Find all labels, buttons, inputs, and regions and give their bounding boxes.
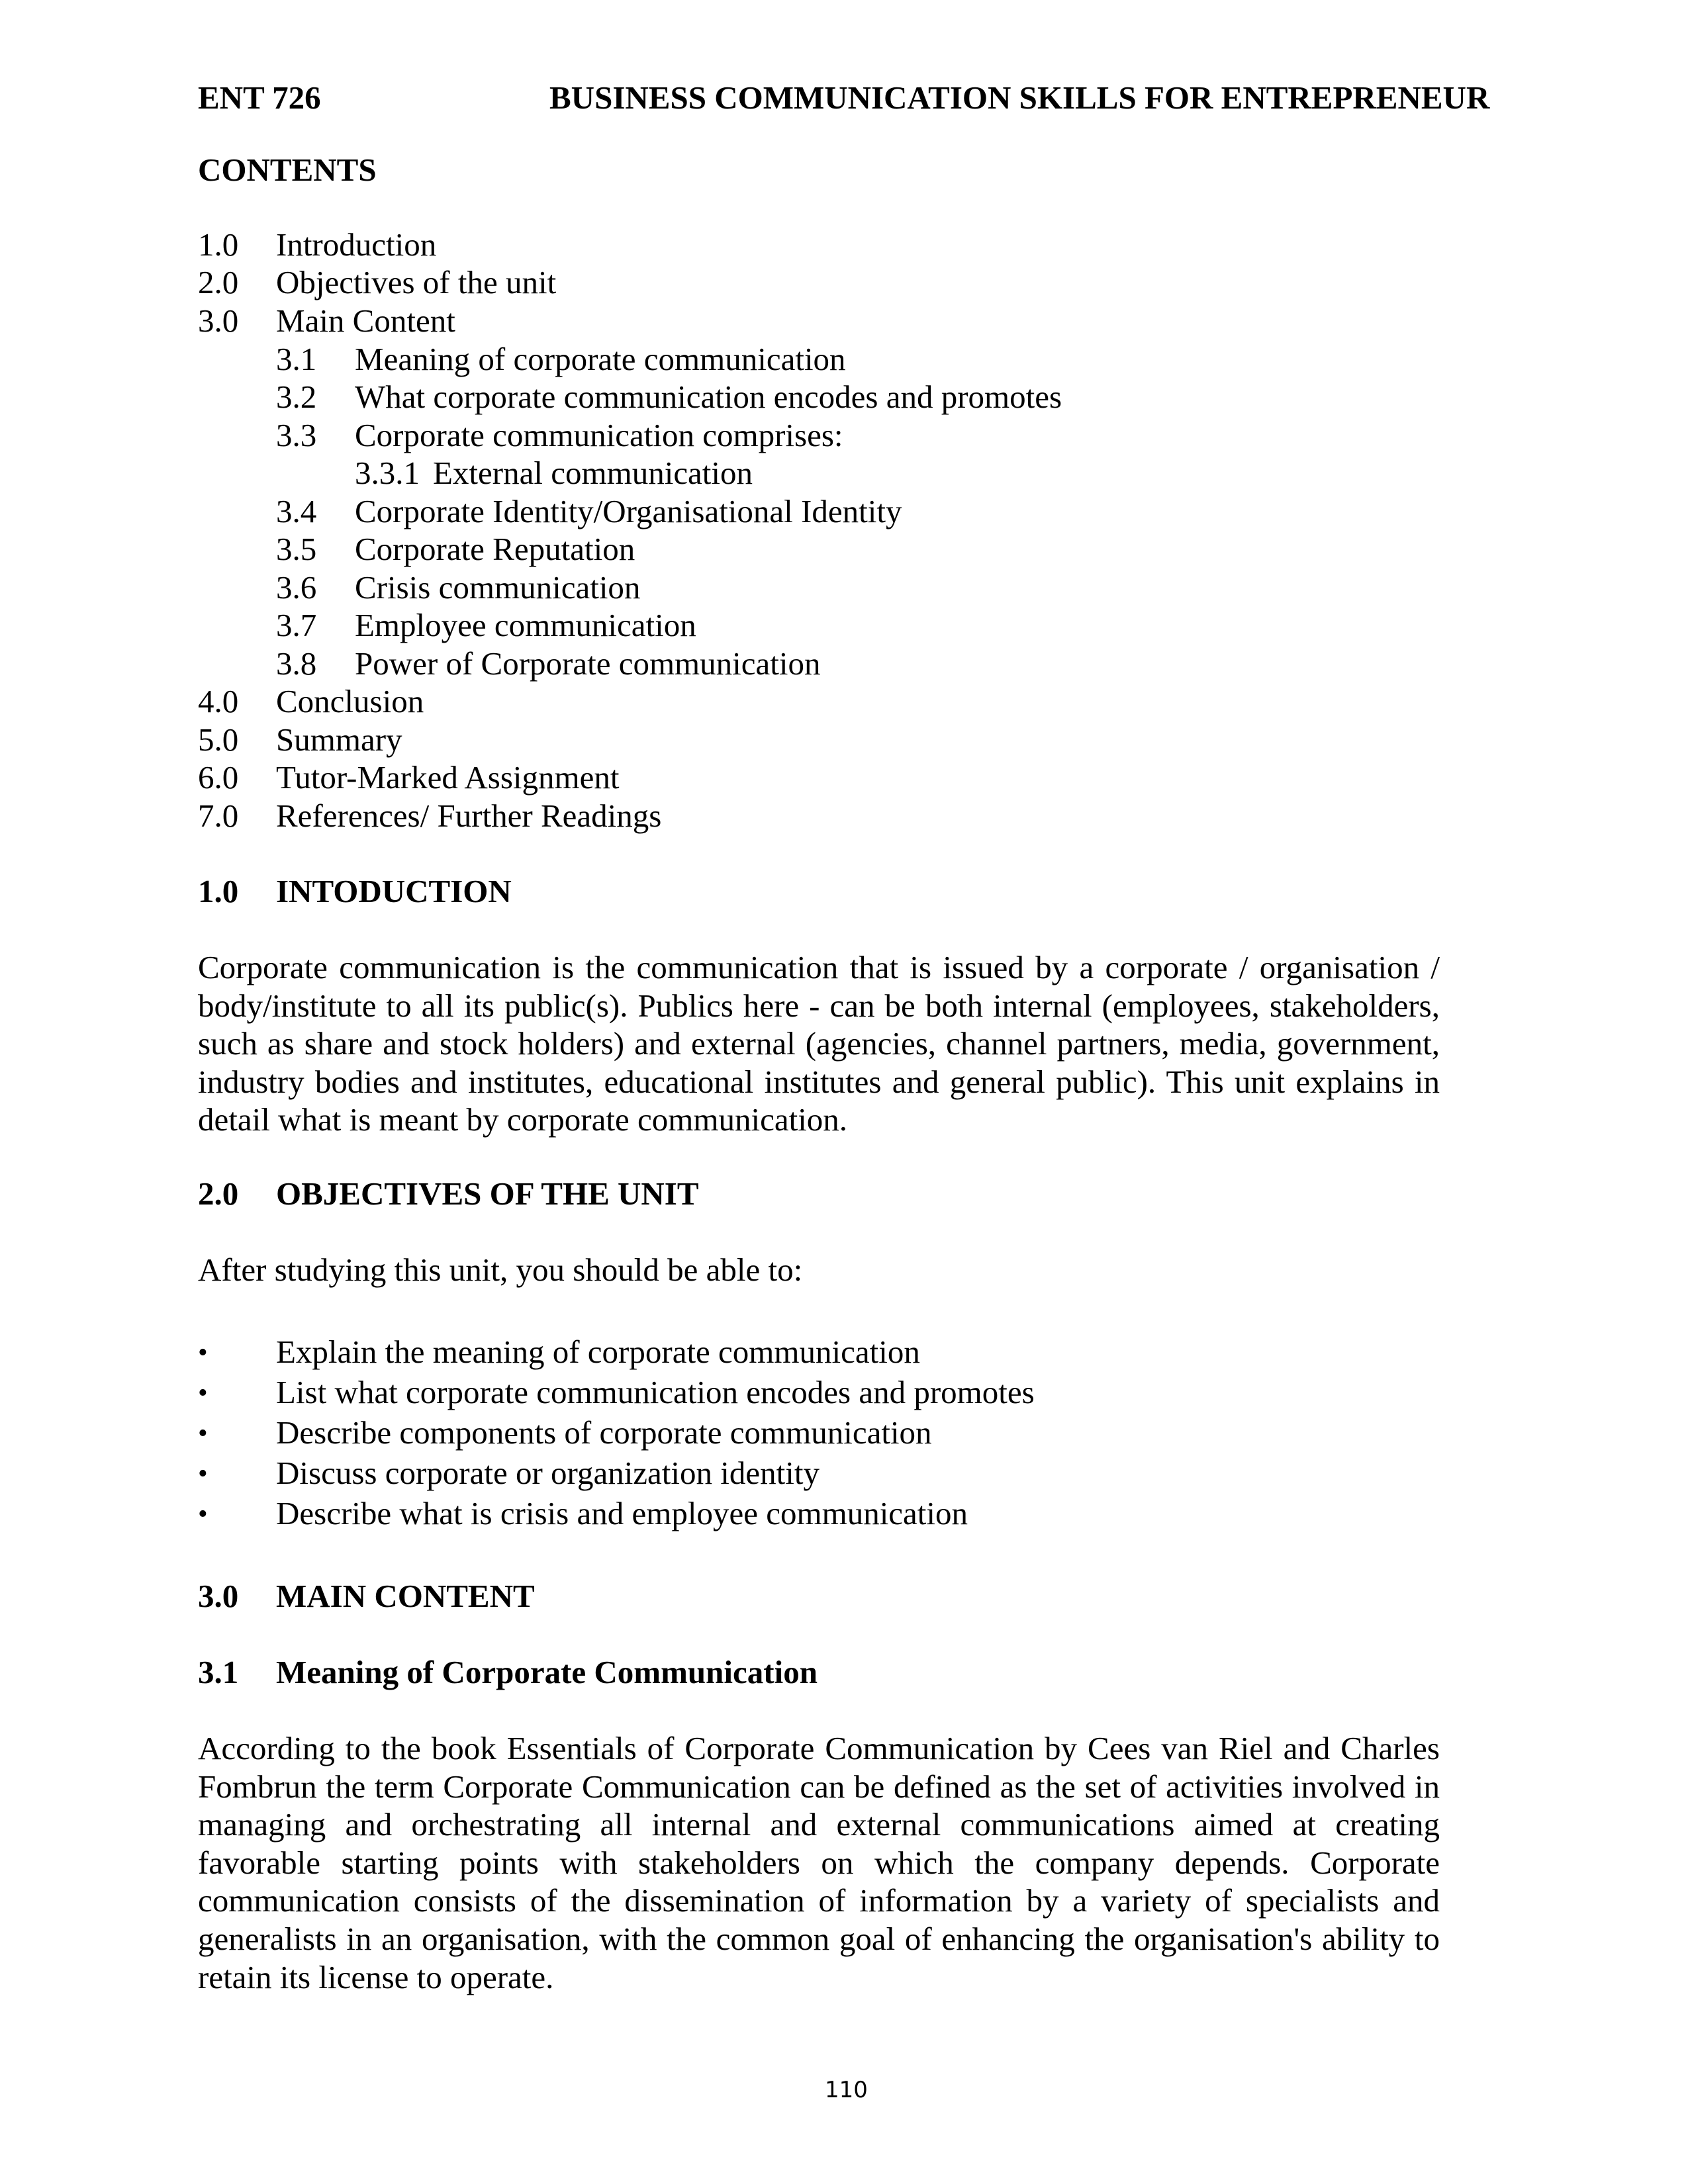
objectives-heading: OBJECTIVES OF THE UNIT (276, 1175, 699, 1212)
objective-item: Discuss corporate or organization identity (276, 1455, 820, 1491)
contents-item-number: 3.8 (276, 645, 317, 682)
contents-item-number: 4.0 (198, 683, 239, 719)
introduction-heading: INTODUCTION (276, 873, 512, 909)
contents-item-number: 6.0 (198, 759, 239, 796)
contents-item-number: 3.2 (276, 379, 317, 415)
meaning-paragraph: According to the book Essentials of Corporate Communication by Cees van Riel and Charles Fombrun the term Corporate Communication can be defined as the set of activities involved in managing and orchestrating all internal and external communications aimed at creating favorable starting points with stakeholders on which the company depends. Corporate communication consists of the dissemination of information by a variety of specialists and generalists in an organisation, with the common goal of enhancing the organisation's ability to retain its license to operate. (198, 1730, 1440, 1995)
contents-item-label: Summary (276, 721, 402, 758)
header-course-title: BUSINESS COMMUNICATION SKILLS FOR ENTREPRENEUR (549, 79, 1490, 116)
contents-item-number: 3.4 (276, 493, 317, 529)
subsection-heading: Meaning of Corporate Communication (276, 1654, 818, 1690)
contents-item-number: 3.3.1 (355, 455, 420, 491)
contents-item-label: Corporate Identity/Organisational Identity (355, 493, 902, 529)
objective-item: Describe components of corporate communication (276, 1414, 932, 1451)
contents-item-label: External communication (433, 455, 753, 491)
contents-item-label: Crisis communication (355, 569, 641, 606)
contents-item-number: 3.7 (276, 607, 317, 643)
objective-item: Describe what is crisis and employee communication (276, 1495, 968, 1531)
contents-item-label: Introduction (276, 226, 437, 263)
bullet-icon: • (198, 1378, 208, 1408)
contents-item-label: What corporate communication encodes and promotes (355, 379, 1062, 415)
contents-item-number: 3.6 (276, 569, 317, 606)
contents-item-number: 3.1 (276, 341, 317, 377)
contents-item-number: 7.0 (198, 797, 239, 834)
section-number: 1.0 (198, 873, 239, 909)
contents-item-label: References/ Further Readings (276, 797, 662, 834)
objective-item: List what corporate communication encodes and promotes (276, 1374, 1035, 1410)
contents-item-label: Conclusion (276, 683, 424, 719)
contents-item-label: Objectives of the unit (276, 264, 557, 300)
bullet-icon: • (198, 1338, 208, 1368)
subsection-number: 3.1 (198, 1654, 239, 1690)
contents-item-number: 3.3 (276, 417, 317, 453)
main-content-heading: MAIN CONTENT (276, 1578, 535, 1614)
contents-item-number: 1.0 (198, 226, 239, 263)
contents-item-number: 3.0 (198, 302, 239, 339)
section-number: 3.0 (198, 1578, 239, 1614)
bullet-icon: • (198, 1499, 208, 1529)
contents-item-number: 5.0 (198, 721, 239, 758)
contents-item-label: Meaning of corporate communication (355, 341, 846, 377)
contents-heading: CONTENTS (198, 152, 377, 188)
contents-item-label: Tutor-Marked Assignment (276, 759, 620, 796)
objectives-intro: After studying this unit, you should be able to: (198, 1251, 803, 1288)
objective-item: Explain the meaning of corporate communication (276, 1334, 920, 1370)
contents-item-label: Employee communication (355, 607, 696, 643)
bullet-icon: • (198, 1418, 208, 1449)
contents-item-label: Power of Corporate communication (355, 645, 821, 682)
contents-item-label: Corporate communication comprises: (355, 417, 843, 453)
contents-item-label: Corporate Reputation (355, 531, 635, 567)
contents-item-number: 3.5 (276, 531, 317, 567)
introduction-paragraph: Corporate communication is the communication that is issued by a corporate / organisation / body/institute to all its public(s). Publics here - can be both internal (employees, stakeholders, such as share and stock holders) and external (agencies, channel partners, media, government, industry bodies and institutes, educational institutes and general public). This unit explains in detail what is meant by corporate communication. (198, 949, 1440, 1138)
contents-item-number: 2.0 (198, 264, 239, 300)
bullet-icon: • (198, 1459, 208, 1489)
contents-item-label: Main Content (276, 302, 455, 339)
page-number: 110 (825, 2077, 868, 2103)
section-number: 2.0 (198, 1175, 239, 1212)
header-course-code: ENT 726 (198, 79, 321, 116)
